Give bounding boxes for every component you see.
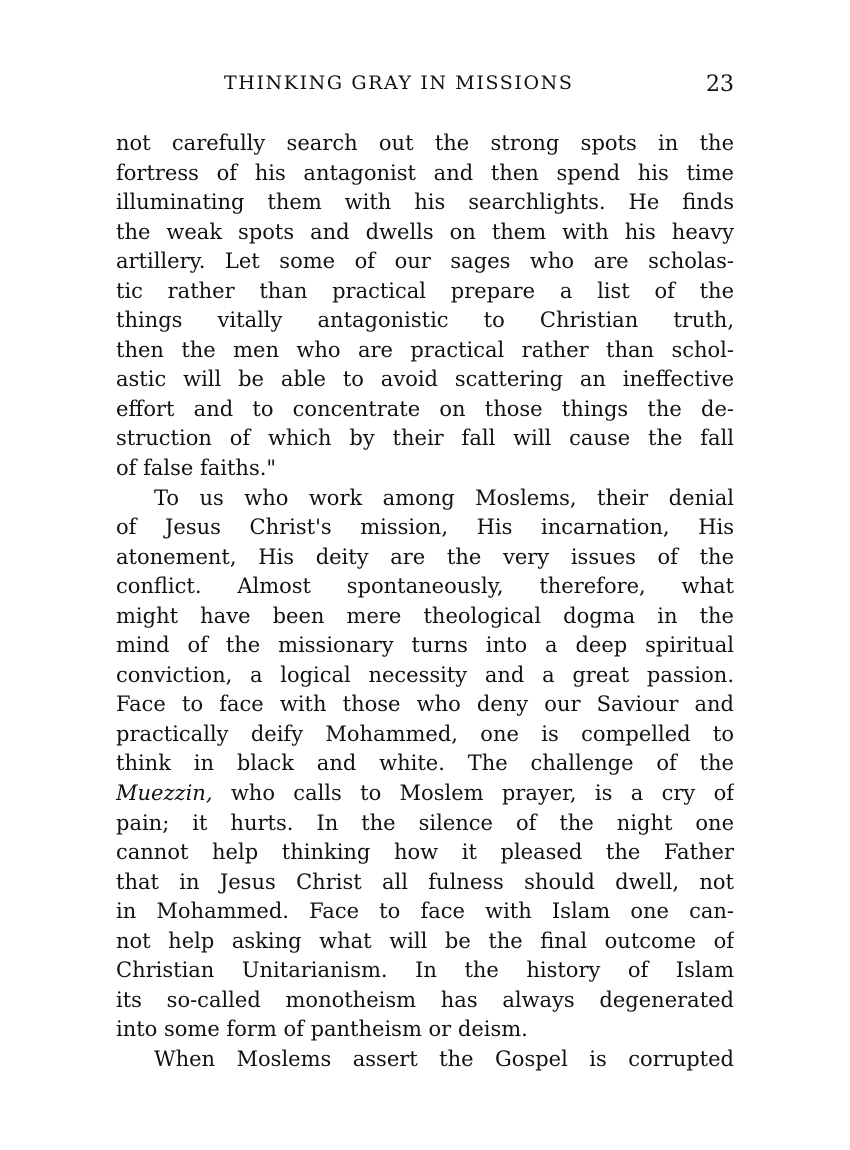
text-line: not carefully search out the strong spots in the — [116, 131, 734, 155]
italic-term: Muezzin, — [116, 781, 213, 806]
text-line: cannot help thinking how it pleased the Father — [116, 840, 734, 865]
text-line: practically deify Mohammed, one is compelled to — [116, 721, 734, 746]
paragraph-2 — [116, 484, 734, 1045]
text-line: astic will be able to avoid scattering an ineffective — [116, 367, 734, 392]
text-line: things vitally antagonistic to Christian truth, — [116, 308, 734, 333]
text-line: artillery. Let some of our sages who are scholas- — [116, 249, 734, 274]
text-line: mind of the missionary turns into a deep spiritual — [116, 633, 734, 658]
text-line: When Moslems assert the Gospel is corrupted — [154, 1046, 734, 1071]
text-line — [116, 779, 734, 809]
text-line: pain; it hurts. In the silence of the night one — [116, 810, 734, 835]
text-line: Christian Unitarianism. In the history of Islam — [116, 958, 734, 983]
text-line: not help asking what will be the final outcome of — [116, 928, 734, 953]
page-number: 23 — [706, 72, 734, 97]
paragraph-3 — [116, 1045, 734, 1075]
running-title: THINKING GRAY IN MISSIONS — [224, 72, 574, 94]
text-line: effort and to concentrate on those things the de- — [116, 396, 734, 421]
text-line-rest: who calls to Moslem prayer, is a cry of — [212, 781, 734, 806]
text-line: might have been mere theological dogma in the — [116, 603, 734, 628]
text-line: Face to face with those who deny our Saviour and — [116, 692, 734, 717]
text-line: of Jesus Christ's mission, His incarnation, His — [116, 515, 734, 540]
text-line: of false faiths." — [116, 456, 277, 481]
text-line: struction of which by their fall will cause the fall — [116, 426, 734, 451]
book-page — [116, 62, 734, 1142]
text-line: fortress of his antagonist and then spend his time — [116, 160, 734, 185]
text-line: atonement, His deity are the very issues of the — [116, 544, 734, 569]
text-line: think in black and white. The challenge of the — [116, 751, 734, 776]
body-text — [116, 129, 734, 1075]
text-line: then the men who are practical rather than schol- — [116, 337, 734, 362]
text-line: its so-called monotheism has always degenerated — [116, 987, 734, 1012]
text-line: To us who work among Moslems, their denial — [154, 485, 734, 510]
text-line: conviction, a logical necessity and a great passion. — [116, 662, 734, 687]
text-line: the weak spots and dwells on them with his heavy — [116, 219, 734, 244]
text-line: illuminating them with his searchlights. He finds — [116, 190, 734, 215]
text-line: tic rather than practical prepare a list of the — [116, 278, 734, 303]
text-line: that in Jesus Christ all fulness should dwell, not — [116, 869, 734, 894]
text-line: into some form of pantheism or deism. — [116, 1017, 528, 1042]
text-line: in Mohammed. Face to face with Islam one can- — [116, 899, 734, 924]
paragraph-1 — [116, 129, 734, 484]
text-line: conflict. Almost spontaneously, therefore, what — [116, 574, 734, 599]
running-head — [116, 62, 734, 102]
